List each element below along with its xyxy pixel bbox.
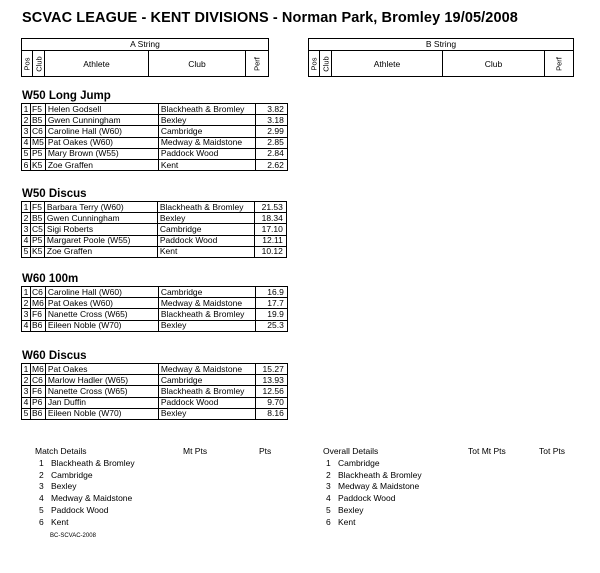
athlete-cell: Pat Oakes (W60) xyxy=(45,298,158,309)
perf-cell: 12.56 xyxy=(255,386,287,397)
event-block xyxy=(22,349,288,420)
club-code-cell: C5 xyxy=(32,223,43,234)
club-cell: Medway & Maidstone xyxy=(158,364,255,375)
position-cell: 3 xyxy=(22,224,31,235)
club-cell: Bexley xyxy=(157,213,254,224)
club-cell: Kent xyxy=(157,246,254,257)
club-code-cell: F5 xyxy=(31,202,45,213)
mt-pts-heading: Mt Pts xyxy=(183,446,208,456)
table-row xyxy=(22,213,287,224)
perf-header: Perf xyxy=(252,56,262,71)
event-title: W60 100m xyxy=(22,273,79,285)
position-cell: 2 xyxy=(22,213,31,224)
club-cell: Medway & Maidstone xyxy=(158,298,255,309)
results-table xyxy=(21,201,287,258)
club-code-cell: C6 xyxy=(31,287,46,298)
rank-cell: 3 xyxy=(39,481,44,492)
position-cell: 4 xyxy=(22,320,31,331)
athlete-cell: Caroline Hall (W60) xyxy=(45,287,158,298)
club-cell: Cambridge xyxy=(51,469,93,480)
club-cell: Medway & Maidstone xyxy=(51,493,133,504)
rank-cell: 1 xyxy=(39,458,44,468)
athlete-cell: Zoe Graffen xyxy=(44,246,157,257)
club-code-cell: F5 xyxy=(31,104,46,115)
rank-cell: 1 xyxy=(326,458,331,468)
perf-cell: 2.85 xyxy=(255,137,287,148)
table-row xyxy=(22,126,288,137)
table-row xyxy=(22,224,287,235)
table-row xyxy=(22,287,288,298)
perf-cell: 3.82 xyxy=(255,104,287,115)
position-cell: 6 xyxy=(22,159,31,170)
perf-cell: 13.93 xyxy=(255,375,287,386)
footer-code: BC-SCVAC-2008 xyxy=(50,533,96,539)
position-cell: 4 xyxy=(22,397,31,408)
club-code-cell: C6 xyxy=(31,126,46,137)
rank-cell: 3 xyxy=(326,481,331,492)
athlete-cell: Pat Oakes xyxy=(45,364,158,375)
club-cell: Paddock Wood xyxy=(51,504,109,515)
club-cell: Bexley xyxy=(51,481,77,492)
tot-pts-heading: Tot Pts xyxy=(539,446,565,456)
club-cell: Cambridge xyxy=(158,287,255,298)
perf-cell: 2.84 xyxy=(255,148,287,159)
perf-cell: 2.62 xyxy=(255,159,287,170)
athlete-cell: Nanette Cross (W65) xyxy=(45,386,158,397)
club-code-cell: M6 xyxy=(32,297,44,308)
perf-cell: 8.16 xyxy=(255,408,287,419)
position-cell: 3 xyxy=(22,386,31,397)
perf-cell: 16.9 xyxy=(255,287,287,298)
position-cell: 1 xyxy=(22,104,31,115)
table-row xyxy=(22,246,287,257)
table-row xyxy=(22,408,288,419)
pos-header: Pos xyxy=(22,57,32,70)
results-table xyxy=(21,103,288,171)
table-row xyxy=(22,202,287,213)
athlete-cell: Eileen Noble (W70) xyxy=(45,320,158,331)
position-cell: 3 xyxy=(22,126,31,137)
club-code-cell: P5 xyxy=(32,235,43,246)
club-cell: Paddock Wood xyxy=(158,397,255,408)
b-string-label: B String xyxy=(309,39,573,51)
athlete-cell: Jan Duffin xyxy=(45,397,158,408)
event-block xyxy=(22,89,288,171)
pts-heading: Pts xyxy=(259,446,272,456)
club-code-cell: M5 xyxy=(32,137,44,148)
athlete-cell: Barbara Terry (W60) xyxy=(44,202,157,213)
perf-cell: 15.27 xyxy=(255,364,287,375)
table-row xyxy=(22,137,288,148)
club-cell: Blackheath & Bromley xyxy=(157,202,254,213)
perf-cell: 17.7 xyxy=(255,298,287,309)
athlete-cell: Margaret Poole (W55) xyxy=(44,235,157,246)
club-code-cell: K5 xyxy=(32,246,43,257)
table-row xyxy=(22,309,288,320)
rank-cell: 2 xyxy=(39,469,44,480)
position-cell: 4 xyxy=(22,235,31,246)
rank-cell: 5 xyxy=(39,504,44,515)
table-row xyxy=(22,159,288,170)
club-cell: Paddock Wood xyxy=(338,493,396,504)
event-title: W60 Discus xyxy=(22,350,87,362)
table-row xyxy=(22,386,288,397)
perf-header: Perf xyxy=(554,56,564,71)
club-cell: Kent xyxy=(51,516,69,527)
athlete-cell: Caroline Hall (W60) xyxy=(45,126,158,137)
club-cell: Kent xyxy=(158,159,255,170)
athlete-cell: Mary Brown (W55) xyxy=(45,148,158,159)
position-cell: 5 xyxy=(22,246,31,257)
club-cell: Medway & Maidstone xyxy=(338,481,420,492)
athlete-cell: Nanette Cross (W65) xyxy=(45,309,158,320)
club-code-cell: P6 xyxy=(31,397,46,408)
position-cell: 2 xyxy=(22,375,31,386)
pos-header: Pos xyxy=(309,57,319,70)
position-cell: 2 xyxy=(22,115,31,126)
perf-cell: 18.34 xyxy=(254,213,286,224)
rank-cell: 6 xyxy=(39,516,44,527)
club-header: Club xyxy=(484,58,503,69)
athlete-header: Athlete xyxy=(83,58,110,69)
perf-cell: 12.11 xyxy=(254,235,286,246)
event-block xyxy=(22,272,288,332)
club-code-cell: F6 xyxy=(31,309,46,320)
event-title: W50 Discus xyxy=(22,188,87,200)
table-row xyxy=(22,104,288,115)
rank-cell: 5 xyxy=(326,504,331,515)
rank-cell: 4 xyxy=(39,493,44,504)
athlete-cell: Helen Godsell xyxy=(45,104,158,115)
club-cell: Blackheath & Bromley xyxy=(338,469,422,480)
athlete-cell: Zoe Graffen xyxy=(45,159,158,170)
club-code-cell: B5 xyxy=(31,115,46,126)
club-cell: Bexley xyxy=(158,115,255,126)
club-code-header: Club xyxy=(34,55,43,72)
perf-cell: 3.18 xyxy=(255,115,287,126)
club-cell: Medway & Maidstone xyxy=(158,137,255,148)
athlete-header: Athlete xyxy=(373,58,401,69)
tot-mt-pts-heading: Tot Mt Pts xyxy=(468,446,506,456)
club-cell: Bexley xyxy=(158,320,255,331)
position-cell: 2 xyxy=(22,298,31,309)
position-cell: 5 xyxy=(22,408,31,419)
a-string-label: A String xyxy=(22,39,268,51)
club-header: Club xyxy=(188,58,206,69)
perf-cell: 17.10 xyxy=(254,224,286,235)
position-cell: 1 xyxy=(22,287,31,298)
position-cell: 1 xyxy=(22,202,31,213)
club-cell: Kent xyxy=(338,516,356,527)
club-code-cell: B6 xyxy=(31,320,46,331)
results-table xyxy=(21,286,288,332)
table-row xyxy=(22,298,288,309)
event-title: W50 Long Jump xyxy=(22,90,111,102)
overall-details-heading: Overall Details xyxy=(323,446,379,456)
match-details-heading: Match Details xyxy=(35,446,87,456)
club-cell: Cambridge xyxy=(338,458,380,468)
table-row xyxy=(22,375,288,386)
position-cell: 4 xyxy=(22,137,31,148)
club-cell: Blackheath & Bromley xyxy=(158,309,255,320)
club-cell: Cambridge xyxy=(158,126,255,137)
results-table xyxy=(21,363,288,420)
perf-cell: 10.12 xyxy=(254,246,286,257)
club-code-cell: F6 xyxy=(31,386,46,397)
athlete-cell: Marlow Hadler (W65) xyxy=(45,375,158,386)
club-code-cell: B5 xyxy=(32,212,43,223)
position-cell: 1 xyxy=(22,364,31,375)
club-code-header: Club xyxy=(321,55,330,72)
table-row xyxy=(22,364,288,375)
club-cell: Bexley xyxy=(158,408,255,419)
rank-cell: 2 xyxy=(326,469,331,480)
page-title: SCVAC LEAGUE - KENT DIVISIONS - Norman Park, Bromley 19/05/2008 xyxy=(22,10,518,26)
table-row xyxy=(22,148,288,159)
position-cell: 5 xyxy=(22,148,31,159)
b-string-header xyxy=(308,38,574,77)
perf-cell: 9.70 xyxy=(255,397,287,408)
athlete-cell: Gwen Cunningham xyxy=(44,213,157,224)
a-string-header xyxy=(21,38,269,77)
table-row xyxy=(22,397,288,408)
club-cell: Blackheath & Bromley xyxy=(51,458,135,468)
perf-cell: 21.53 xyxy=(254,202,286,213)
athlete-cell: Gwen Cunningham xyxy=(45,115,158,126)
rank-cell: 6 xyxy=(326,516,331,527)
club-cell: Cambridge xyxy=(158,375,255,386)
event-block xyxy=(22,187,287,258)
club-cell: Paddock Wood xyxy=(158,148,255,159)
athlete-cell: Pat Oakes (W60) xyxy=(45,137,158,148)
perf-cell: 19.9 xyxy=(255,309,287,320)
club-cell: Blackheath & Bromley xyxy=(158,104,255,115)
club-code-cell: K5 xyxy=(31,159,46,170)
athlete-cell: Sigi Roberts xyxy=(44,224,157,235)
perf-cell: 2.99 xyxy=(255,126,287,137)
club-cell: Blackheath & Bromley xyxy=(158,386,255,397)
table-row xyxy=(22,235,287,246)
club-cell: Paddock Wood xyxy=(157,235,254,246)
athlete-cell: Eileen Noble (W70) xyxy=(45,408,158,419)
table-row xyxy=(22,115,288,126)
club-code-cell: B6 xyxy=(31,408,46,419)
perf-cell: 25.3 xyxy=(255,320,287,331)
club-cell: Cambridge xyxy=(157,224,254,235)
club-code-cell: C6 xyxy=(31,375,46,386)
position-cell: 3 xyxy=(22,309,31,320)
club-cell: Bexley xyxy=(338,504,364,515)
club-code-cell: M6 xyxy=(32,363,44,374)
club-code-cell: P5 xyxy=(31,148,46,159)
rank-cell: 4 xyxy=(326,493,331,504)
table-row xyxy=(22,320,288,331)
